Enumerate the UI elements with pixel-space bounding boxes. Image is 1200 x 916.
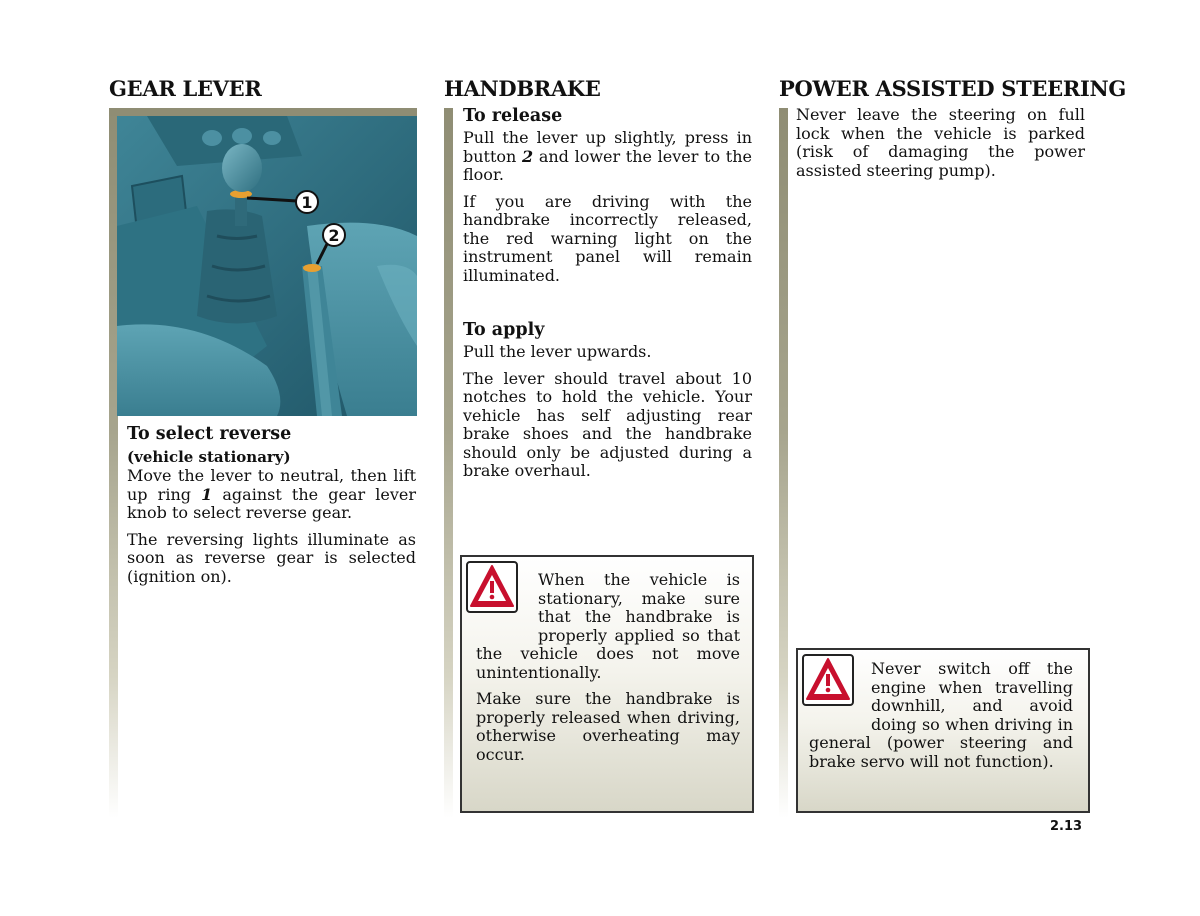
power-steering-warning-p1-text: Never switch off the engine when travelling downhill, and avoid doing so when driving in general (power steering and brake servo will not function). <box>809 659 1073 771</box>
power-steering-warning-box <box>796 648 1090 813</box>
apply-subtitle: To apply <box>463 320 545 340</box>
handbrake-warning-p1-text: When the vehicle is stationary, make sure that the handbrake is properly applied so that the vehicle does not move unintentionally. <box>476 570 740 682</box>
apply-paragraph-1: Pull the lever upwards. <box>463 342 652 361</box>
photo-label-2: 2 <box>328 226 340 245</box>
handbrake-warning-p1 <box>476 571 740 682</box>
reverse-paragraph-1 <box>127 467 416 523</box>
handbrake-sidebar <box>444 108 453 818</box>
handbrake-warning-text <box>476 571 740 772</box>
power-steering-warning-text <box>809 660 1073 779</box>
page-number: 2.13 <box>1050 819 1083 834</box>
handbrake-text <box>463 105 752 489</box>
reverse-p1-text-a: Move the lever to neutral, then lift up ring <box>127 466 416 504</box>
reverse-p1-ref: 1 <box>201 484 213 504</box>
release-p1-text-b: and lower the lever to the floor. <box>463 146 752 184</box>
power-steering-title: POWER ASSISTED STEERING <box>779 76 1127 101</box>
reverse-subtitle: To select reverse <box>127 424 292 444</box>
reverse-subtitle-note: (vehicle stationary) <box>127 448 291 466</box>
gear-lever-photo <box>117 116 417 416</box>
photo-frame <box>109 108 417 116</box>
gear-lever-illustration <box>117 116 417 416</box>
gear-lever-text <box>127 423 416 594</box>
photo-label-1: 1 <box>301 193 313 212</box>
power-steering-warning-p1 <box>809 660 1073 771</box>
release-subtitle: To release <box>463 106 563 126</box>
release-paragraph-1 <box>463 129 752 185</box>
reverse-p1-text-b: against the gear lever knob to select reverse gear. <box>127 484 417 522</box>
release-p1-ref: 2 <box>522 146 534 166</box>
reverse-paragraph-2: The reversing lights illuminate as soon as reverse gear is selected (ignition on). <box>127 529 416 586</box>
release-p1-text-a: Pull the lever up slightly, press in button <box>463 128 752 166</box>
gear-lever-title: GEAR LEVER <box>109 76 262 101</box>
power-steering-paragraph-1: Never leave the steering on full lock when the vehicle is parked (risk of damaging the power assisted steering pump). <box>796 105 1085 180</box>
handbrake-title: HANDBRAKE <box>444 76 601 101</box>
handbrake-warning-p2: Make sure the handbrake is properly released when driving, otherwise overheating may occur. <box>476 689 740 764</box>
power-steering-sidebar <box>779 108 788 818</box>
handbrake-warning-box <box>460 555 754 813</box>
release-paragraph-2: If you are driving with the handbrake incorrectly released, the red warning light on the instrument panel will remain illuminated. <box>463 191 752 285</box>
power-steering-text <box>796 106 1085 188</box>
apply-paragraph-2: The lever should travel about 10 notches to hold the vehicle. Your vehicle has self adjusting rear brake shoes and the handbrake should only be adjusted during a brake overhaul. <box>463 368 752 480</box>
